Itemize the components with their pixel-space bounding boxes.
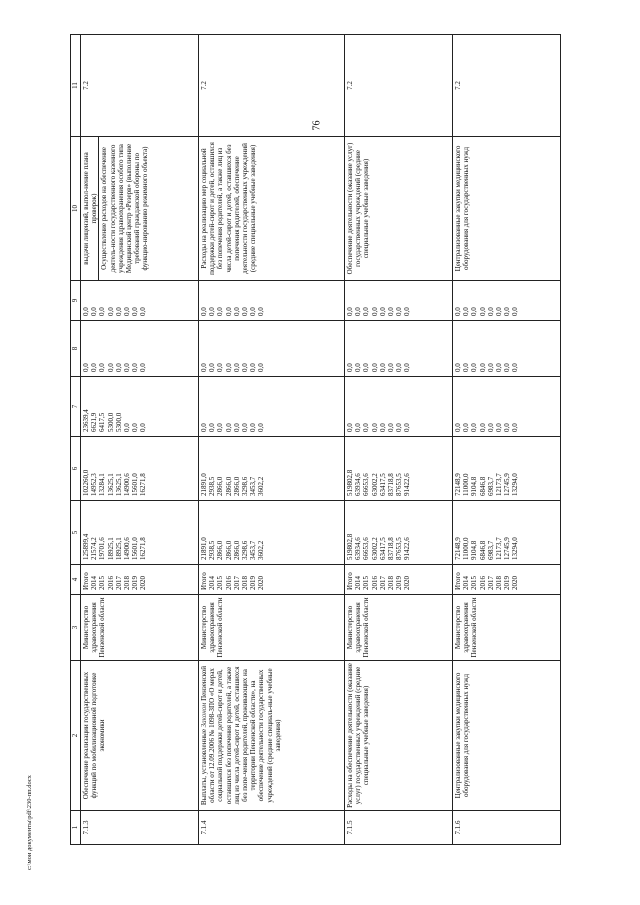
- regional-col: 102260,0 14952,3 13284,1 13625,1 13625,1 14900,6 15601,0 16271,8: [81, 437, 199, 501]
- header-cell: 9: [71, 281, 81, 321]
- col-9: 0,0 0,0 0,0 0,0 0,0 0,0 0,0 0,0: [199, 281, 345, 321]
- header-cell: 2: [71, 661, 81, 811]
- regional-col: 72148,9 11000,0 9104,8 6846,8 6983,7 12173,7 12745,9 13294,0: [453, 437, 561, 501]
- law-link[interactable]: Законом: [200, 702, 208, 728]
- regional-col: 21891,0 2938,5 2866,0 2866,0 2866,0 3298,6 3453,7 3602,2: [199, 437, 345, 501]
- federal-col: 0,0 0,0 0,0 0,0 0,0 0,0 0,0 0,0: [345, 377, 453, 437]
- measure-name: Выплаты, установленные Законом Пензенской области от 12.09.2006 № 1098-ЗПО «О мерах социальной поддержки детей-сирот и детей, оставшихся без попечения родителей, а также лиц из числа детей-сирот и детей, оставшихся без попе-чения родителей, проживающих на территории Пензенской области», на обеспечение деятельности государственных учреждений (средние специаль-ные учебные заведения): [199, 661, 345, 811]
- row-number: 7.1.5: [345, 811, 453, 845]
- total-col: 21891,0 2938,5 2866,0 2866,0 2866,0 3298,6 3453,7 3602,2: [199, 501, 345, 565]
- executor: Министерство здравоохранения Пензенской области: [345, 595, 453, 661]
- measure-name: Централизованные закупки медицинского оборудования для государственных нужд: [453, 661, 561, 811]
- years-col: Итого 2014 2015 2016 2017 2018 2019 2020: [81, 565, 199, 595]
- expected-result-continued: выдачи лицензий, выпол-нение плана проверок): [82, 137, 99, 280]
- page-number: 76: [311, 120, 323, 131]
- header-cell: 7: [71, 377, 81, 437]
- years-col: Итого 2014 2015 2016 2017 2018 2019 2020: [345, 565, 453, 595]
- row-number: 7.1.4: [199, 811, 345, 845]
- col-8: 0,0 0,0 0,0 0,0 0,0 0,0 0,0 0,0: [453, 321, 561, 377]
- table-row: [199, 35, 345, 845]
- federal-col: 0,0 0,0 0,0 0,0 0,0 0,0 0,0 0,0: [453, 377, 561, 437]
- table-row: [453, 35, 561, 845]
- table-row: [345, 35, 453, 845]
- row-number: 7.1.3: [81, 811, 199, 845]
- program-table: [70, 34, 561, 845]
- col-8: 0,0 0,0 0,0 0,0 0,0 0,0 0,0 0,0: [81, 321, 199, 377]
- header-row: [71, 35, 81, 845]
- col-8: 0,0 0,0 0,0 0,0 0,0 0,0 0,0 0,0: [199, 321, 345, 377]
- measure-name: Обеспечение реализации государственных функций по мобилизационной подготовке экономики: [81, 661, 199, 811]
- executor: Министерство здравоохранения Пензенской области: [199, 595, 345, 661]
- row-number: 7.1.6: [453, 811, 561, 845]
- file-path-footer: c:\мои документы\pdf\230-пп.docx: [26, 775, 33, 870]
- header-cell: 1: [71, 811, 81, 845]
- years-col: Итого 2014 2015 2016 2017 2018 2019 2020: [199, 565, 345, 595]
- expected-result: Централизованные закупки медицинского оборудования для государственных нужд: [453, 137, 561, 281]
- indicator-link: 7.2: [199, 35, 345, 137]
- measure-name: Расходы на обеспечение деятельности (оказание услуг) государственных учреждений (средние специальные учебные заведения): [345, 661, 453, 811]
- total-col: 72148,9 11000,0 9104,8 6846,8 6983,7 12173,7 12745,9 13294,0: [453, 501, 561, 565]
- col-9: 0,0 0,0 0,0 0,0 0,0 0,0 0,0 0,0: [453, 281, 561, 321]
- table-row: [81, 35, 199, 845]
- total-col: 519802,8 63934,6 66653,6 63002,2 63417,5 83718,8 87653,5 91422,6: [345, 501, 453, 565]
- years-col: Итого 2014 2015 2016 2017 2018 2019 2020: [453, 565, 561, 595]
- col-9: 0,0 0,0 0,0 0,0 0,0 0,0 0,0 0,0: [81, 281, 199, 321]
- header-cell: 3: [71, 595, 81, 661]
- regional-col: 519802,8 63934,6 66653,6 63002,2 63417,5 83718,8 87653,5 91422,6: [345, 437, 453, 501]
- rotated-table-container: [70, 35, 585, 845]
- expected-result: Расходы на реализацию мер социальной поддержки детей-сирот и детей, оставшихся без попечения родителей, а также лиц из числа детей-сирот и детей, оставшихся без попечения родителей, обеспечение деятельности государственных учреждений (средние специальные учебные заведения): [199, 137, 345, 281]
- indicator-link: 7.2: [345, 35, 453, 137]
- federal-col: 23639,4 6621,9 6417,5 5300,0 5300,0 0,0 0,0 0,0: [81, 377, 199, 437]
- header-cell: 6: [71, 437, 81, 501]
- header-cell: 5: [71, 501, 81, 565]
- executor: Министерство здравоохранения Пензенской области: [81, 595, 199, 661]
- header-cell: 10: [71, 137, 81, 281]
- federal-col: 0,0 0,0 0,0 0,0 0,0 0,0 0,0 0,0: [199, 377, 345, 437]
- header-cell: 4: [71, 565, 81, 595]
- indicator-link: 7.2: [81, 35, 199, 137]
- header-cell: 11: [71, 35, 81, 137]
- executor: Министерство здравоохранения Пензенской области: [453, 595, 561, 661]
- total-col: 125899,4 21574,2 19701,6 18925,1 18925,1 14900,6 15601,0 16271,8: [81, 501, 199, 565]
- expected-result: Обеспечение деятельности (оказание услуг) государственных учреждений (средние специальные учебные заведения): [345, 137, 453, 281]
- header-cell: 8: [71, 321, 81, 377]
- col-8: 0,0 0,0 0,0 0,0 0,0 0,0 0,0 0,0: [345, 321, 453, 377]
- expected-result: выдачи лицензий, выпол-нение плана проверок) Осуществление расходов на обеспечение деятель-ности государственного казенного учреждения здравоохранения особого типа Медицинский центр «Резерв» (выполнение требований гражданской обороны по функцио-нированию режимного объекта): [81, 137, 199, 281]
- indicator-link: 7.2: [453, 35, 561, 137]
- col-9: 0,0 0,0 0,0 0,0 0,0 0,0 0,0 0,0: [345, 281, 453, 321]
